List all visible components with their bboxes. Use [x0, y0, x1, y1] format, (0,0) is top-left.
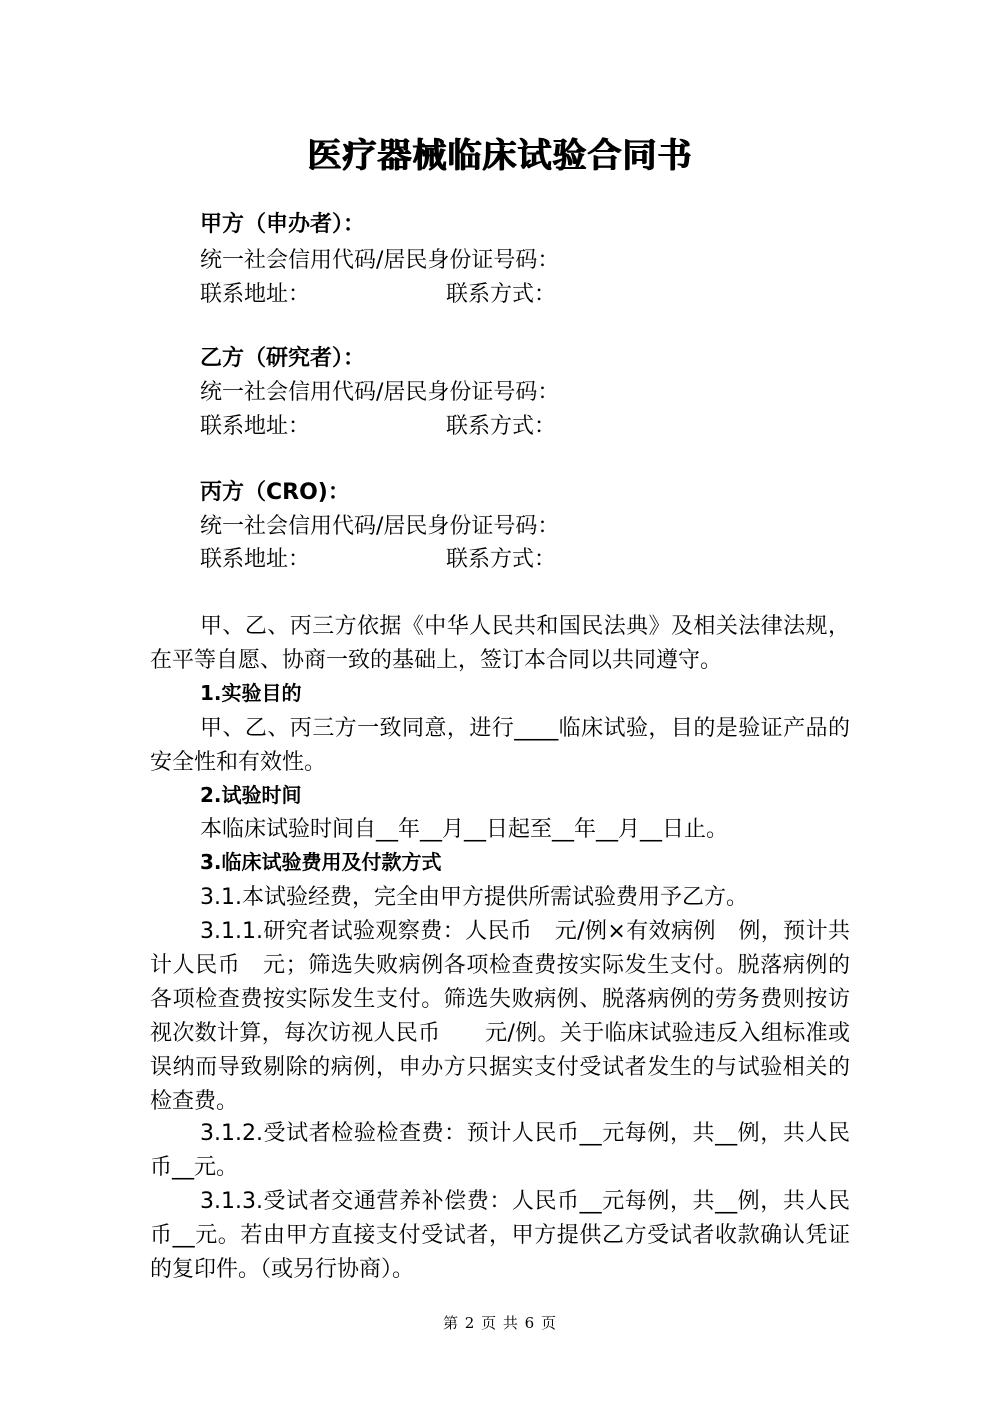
- section-1-heading: 1.实验目的: [200, 681, 302, 705]
- section-3-heading: 3.临床试验费用及付款方式: [200, 850, 442, 874]
- intro-paragraph: 甲、乙、丙三方依据《中华人民共和国民法典》及相关法律法规，在平等自愿、协商一致的基础上，签订本合同以共同遵守。: [150, 614, 850, 673]
- document-title: 医疗器械临床试验合同书: [307, 136, 693, 176]
- party-b-address-label: 联系地址：: [200, 414, 311, 439]
- page-number-footer: 第 2 页 共 6 页: [443, 1314, 557, 1332]
- section-2-body: 本临床试验时间自__年__月__日起至__年__月__日止。: [200, 817, 729, 842]
- section-2-heading: 2.试验时间: [200, 783, 302, 807]
- party-a-id-label: 统一社会信用代码/居民身份证号码：: [200, 248, 560, 273]
- section-1-body: 甲、乙、丙三方一致同意，进行____临床试验，目的是验证产品的安全性和有效性。: [150, 716, 850, 775]
- party-c-contact-label: 联系方式：: [446, 547, 557, 572]
- party-a-address-label: 联系地址：: [200, 282, 311, 307]
- section-3-paragraph-1: 3.1.本试验经费，完全由甲方提供所需试验费用予乙方。: [200, 885, 748, 910]
- party-a-contact-label: 联系方式：: [446, 282, 557, 307]
- party-a-heading: 甲方（申办者）：: [200, 212, 366, 237]
- party-b-id-label: 统一社会信用代码/居民身份证号码：: [200, 380, 560, 405]
- party-c-heading: 丙方（CRO)：: [200, 480, 350, 505]
- party-c-address-label: 联系地址：: [200, 547, 311, 572]
- party-c-id-label: 统一社会信用代码/居民身份证号码：: [200, 514, 560, 539]
- section-3-paragraph-4: 3.1.3.受试者交通营养补偿费：人民币__元每例，共__例，共人民币__元。若由甲方直接支付受试者，甲方提供乙方受试者收款确认凭证的复印件。（或另行协商）。: [150, 1189, 850, 1282]
- section-3-paragraph-3: 3.1.2.受试者检验检查费：预计人民币__元每例，共__例，共人民币__元。: [150, 1121, 850, 1180]
- section-3-paragraph-2: 3.1.1.研究者试验观察费：人民币 元/例×有效病例 例，预计共计人民币 元；筛选失败病例各项检查费按实际发生支付。脱落病例的各项检查费按实际发生支付。筛选失败病例、脱落病例的劳务费则按访视次数计算，每次访视人民币 元/例。关于临床试验违反入组标准或误纳而导致剔除的病例，申办方只据实支付受试者发生的与试验相关的检查费。: [150, 919, 850, 1114]
- party-b-heading: 乙方（研究者）：: [200, 346, 366, 371]
- party-b-contact-label: 联系方式：: [446, 414, 557, 439]
